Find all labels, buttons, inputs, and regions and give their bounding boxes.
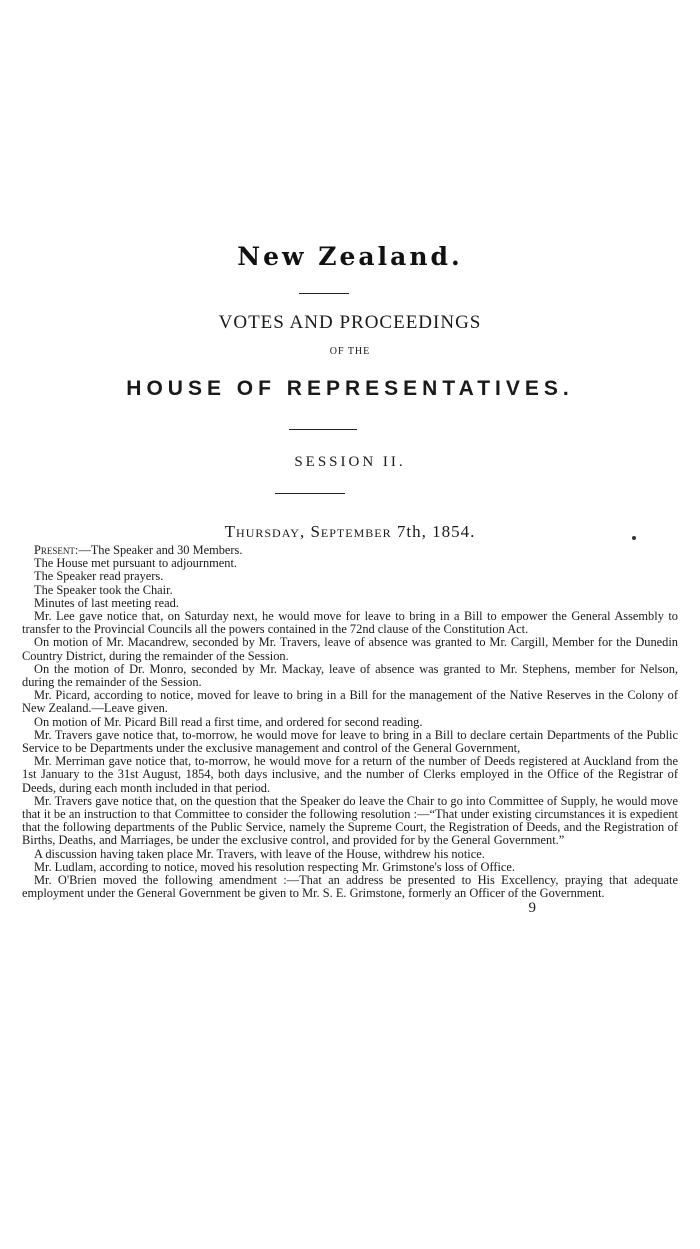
proceeding-paragraph: The Speaker read prayers. bbox=[34, 569, 164, 584]
proceeding-paragraph: A discussion having taken place Mr. Travers, with leave of the House, withdrew his notice. bbox=[34, 846, 485, 861]
proceeding-paragraph: Mr. Travers gave notice that, to-morrow, he would move for leave to bring in a Bill to declare certain Departments of the Public Service to be Departments under the exclusive management and control of the General Government, bbox=[22, 727, 678, 756]
date-month: September bbox=[310, 522, 392, 541]
proceeding-paragraph: The Speaker took the Chair. bbox=[34, 582, 173, 597]
proceeding-paragraph: Mr. Lee gave notice that, on Saturday next, he would move for leave to bring in a Bill to empower the General Assembly to transfer to the Provincial Councils all the powers contained in the 72nd clause of the Constitution Act. bbox=[22, 609, 678, 637]
sitting-date bbox=[0, 522, 700, 542]
proceeding-paragraph: On motion of Mr. Picard Bill read a first time, and ordered for second reading. bbox=[34, 714, 423, 729]
proceeding-paragraph: Mr. Picard, according to notice, moved for leave to bring in a Bill for the management of the Native Reserves in the Colony of New Zealand.—Leave given. bbox=[22, 688, 678, 716]
date-weekday: Thursday, bbox=[224, 522, 306, 541]
proceeding-paragraph: On motion of Mr. Macandrew, seconded by Mr. Travers, leave of absence was granted to Mr. Cargill, Member for the Dunedin Country District, during the remainder of the Session. bbox=[22, 635, 678, 663]
proceeding-paragraph: On the motion of Dr. Monro, seconded by Mr. Mackay, leave of absence was granted to Mr. Stephens, member for Nelson, during the remainder of the Session. bbox=[22, 661, 678, 690]
proceeding-paragraph: The House met pursuant to adjournment. bbox=[34, 556, 238, 571]
votes-title: VOTES AND PROCEEDINGS bbox=[218, 312, 482, 333]
present-text: :—The Speaker and 30 Members. bbox=[74, 543, 243, 557]
ink-mark bbox=[632, 536, 636, 540]
session-title: SESSION II. bbox=[294, 454, 406, 470]
proceeding-paragraph: Mr. Ludlam, according to notice, moved his resolution respecting Mr. Grimstone's loss of Office. bbox=[34, 859, 516, 874]
date-day-year: 7th, 1854. bbox=[396, 522, 476, 541]
page-number: 9 bbox=[528, 900, 536, 917]
house-title: HOUSE OF REPRESENTATIVES. bbox=[126, 377, 574, 400]
divider-rule bbox=[289, 429, 357, 430]
proceeding-paragraph: Minutes of last meeting read. bbox=[34, 595, 179, 610]
proceeding-paragraph: Mr. Merriman gave notice that, to-morrow, he would move for a return of the number of Deeds registered at Auckland from the 1st January to the 31st August, 1854, both days inclusive, and the number of Clerks employed in the Office of the Registrar of Deeds, during each month included in that period. bbox=[22, 754, 678, 795]
present-label: Present bbox=[34, 543, 75, 557]
proceedings-body bbox=[22, 544, 678, 916]
divider-rule bbox=[299, 293, 349, 294]
divider-rule bbox=[275, 493, 345, 494]
proceeding-paragraph: Mr. Travers gave notice that, on the question that the Speaker do leave the Chair to go into Committee of Supply, he would move that it be an instruction to that Committee to consider the following resolution :—“That under existing circumstances it is expedient that the following departments of the Public Service, namely the Supreme Court, the Registration of Deeds, and the Registration of Births, Deaths, and Marriages, be under the exclusive control, and provided for by the General Government.” bbox=[22, 793, 678, 848]
gothic-title: New Zealand. bbox=[237, 242, 463, 271]
proceeding-paragraph: Mr. O'Brien moved the following amendment :—That an address be presented to His Excellency, praying that adequate employment under the General Government be given to Mr. S. E. Grimstone, formerly an Officer of the Government. bbox=[22, 873, 678, 901]
of-the-label: OF THE bbox=[329, 346, 371, 357]
